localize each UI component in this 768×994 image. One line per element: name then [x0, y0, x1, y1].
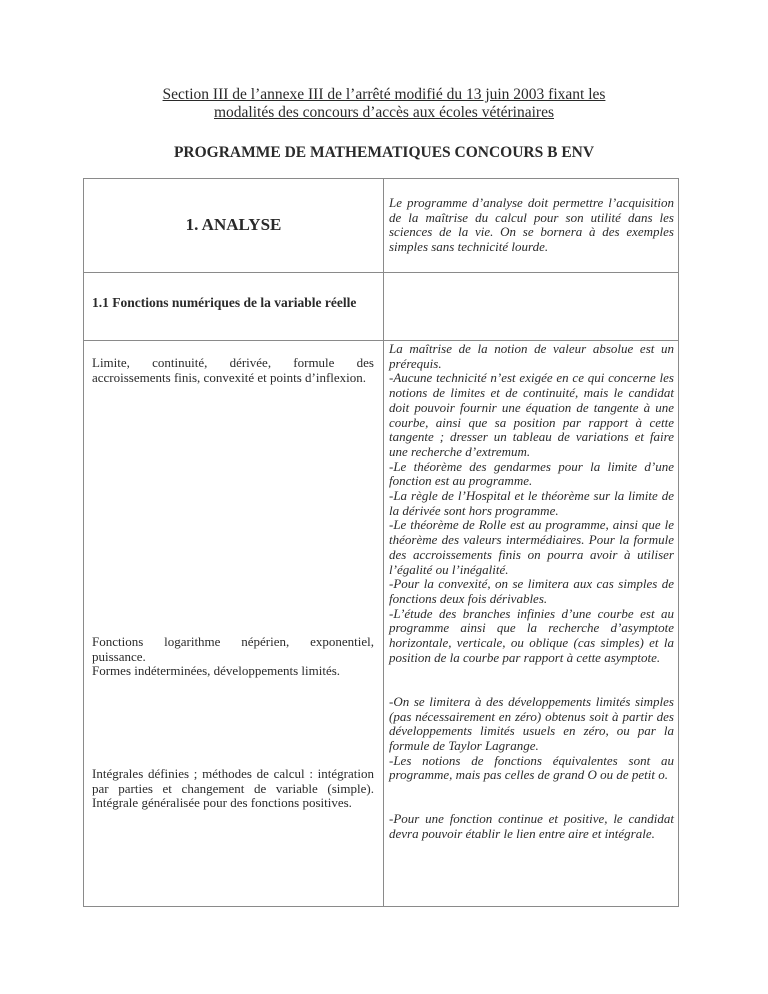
title-line-2: modalités des concours d’accès aux écoles vétérinaires: [214, 103, 554, 121]
remark: La maîtrise de la notion de valeur absolue est un prérequis.: [389, 341, 674, 371]
topic-integrals: Intégrales définies ; méthodes de calcul : intégration par parties et changement de variable (simple). Intégrale généralisée pour des fonctions positives.: [92, 766, 374, 811]
program-heading: PROGRAMME DE MATHEMATIQUES CONCOURS B ENV: [173, 144, 595, 161]
topic-indeterminate-forms: Formes indéterminées, développements limités.: [92, 663, 341, 679]
remark: -Pour la convexité, on se limitera aux cas simples de fonctions deux fois dérivables.: [389, 576, 674, 606]
remark: -L’étude des branches infinies d’une courbe est au programme ainsi que la recherche d’asymptote horizontale, verticale, ou oblique (cas simples) et la position de la courbe par rapport à cette asymptote.: [389, 605, 674, 665]
topic-limits: Limite, continuité, dérivée, formule des accroissements finis, convexité et points d’inflexion.: [92, 355, 374, 385]
remark: -Pour une fonction continue et positive, le candidat devra pouvoir établir le lien entre aire et intégrale.: [389, 811, 674, 842]
remark: -Le théorème des gendarmes pour la limite d’une fonction est au programme.: [389, 458, 674, 489]
column-divider: [383, 179, 384, 906]
topic-functions-text: Fonctions logarithme népérien, exponentiel, puissance.: [92, 634, 374, 664]
remark: -La règle de l’Hospital et le théorème sur la limite de la dérivée sont hors programme.: [389, 488, 674, 518]
row-divider: [84, 272, 678, 273]
remark: -Le théorème de Rolle est au programme, ainsi que le théorème des valeurs intermédiaires. Pour la formule des accroissements finis on pourra avoir à utiliser l’égalité ou l’inégalité.: [389, 517, 674, 577]
document-title: [0, 86, 768, 121]
remarks-column: [389, 342, 674, 842]
program-table: [83, 178, 679, 907]
subsection-title: 1.1 Fonctions numériques de la variable réelle: [92, 295, 357, 310]
section-intro: Le programme d’analyse doit permettre l’acquisition de la maîtrise du calcul pour son utilité dans les sciences de la vie. On se bornera à des exemples simples sans technicité lourde.: [389, 195, 674, 255]
section-title: 1. ANALYSE: [185, 215, 282, 234]
remark: -Les notions de fonctions équivalentes sont au programme, mais pas celles de grand O ou de petit o.: [389, 752, 674, 783]
topic-functions: [92, 635, 374, 679]
title-line-1: Section III de l’annexe III de l’arrêté modifié du 13 juin 2003 fixant les: [162, 86, 606, 103]
remark: -Aucune technicité n’est exigée en ce qui concerne les notions de limites et de continuité, mais le candidat doit pouvoir fournir une équation de tangente à une courbe, ainsi que sa position par rapport à cette tangente ; dresser un tableau de variations et faire une recherche d’extremum.: [389, 370, 674, 459]
remark: -On se limitera à des développements limités simples (pas nécessairement en zéro) obtenus soit à partir des développements limités usuels en zéro, ou par la formule de Taylor Lagrange.: [389, 693, 674, 753]
